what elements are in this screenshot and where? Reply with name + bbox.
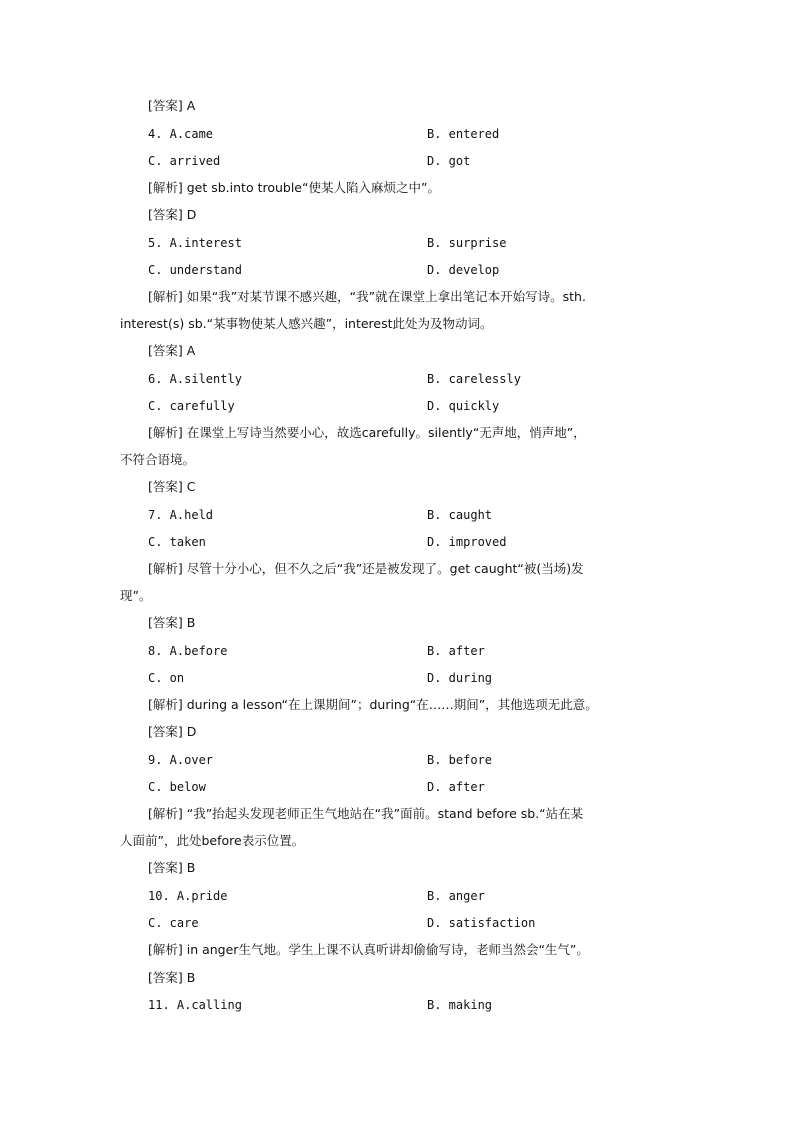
analysis-line: [解析] get sb.into trouble“使某人陷入麻烦之中”。 <box>148 180 440 195</box>
option-right: D. got <box>427 154 471 168</box>
analysis-line: [解析] 在课堂上写诗当然要小心，故选carefully。silently“无声地，悄声地”， <box>148 425 586 440</box>
analysis-line: [解析] in anger生气地。学生上课不认真听讲却偷偷写诗，老师当然会“生气”。 <box>148 942 589 957</box>
option-left: C. arrived <box>148 154 221 168</box>
option-right: B. carelessly <box>427 372 521 386</box>
option-right: D. develop <box>427 263 500 277</box>
answer-line: [答案] B <box>148 615 196 630</box>
option-left: C. care <box>148 916 199 930</box>
option-left: 9. A.over <box>148 753 214 767</box>
option-left: 7. A.held <box>148 508 214 522</box>
analysis-continuation: 不符合语境。 <box>120 452 196 467</box>
option-left: 10. A.pride <box>148 889 228 903</box>
analysis-line: [解析] during a lesson“在上课期间”；during“在……期间”，其他选项无此意。 <box>148 697 598 712</box>
option-left: 6. A.silently <box>148 372 242 386</box>
option-left: 4. A.came <box>148 127 214 141</box>
option-left: C. carefully <box>148 399 235 413</box>
answer-line: [答案] B <box>148 970 196 985</box>
option-right: B. surprise <box>427 236 507 250</box>
answer-line: [答案] A <box>148 98 196 113</box>
analysis-continuation: 现”。 <box>120 588 152 603</box>
option-left: 8. A.before <box>148 644 228 658</box>
analysis-continuation: 人面前”，此处before表示位置。 <box>120 833 305 848</box>
answer-line: [答案] B <box>148 860 196 875</box>
option-right: D. after <box>427 780 485 794</box>
option-left: C. taken <box>148 535 206 549</box>
option-left: 5. A.interest <box>148 236 242 250</box>
answer-line: [答案] D <box>148 207 197 222</box>
option-right: D. during <box>427 671 493 685</box>
answer-line: [答案] A <box>148 343 196 358</box>
option-right: D. quickly <box>427 399 500 413</box>
option-right: B. after <box>427 644 485 658</box>
option-right: B. caught <box>427 508 493 522</box>
option-left: C. understand <box>148 263 242 277</box>
option-right: B. entered <box>427 127 500 141</box>
option-left: C. below <box>148 780 206 794</box>
option-right: D. improved <box>427 535 507 549</box>
option-left: C. on <box>148 671 185 685</box>
option-right: D. satisfaction <box>427 916 536 930</box>
analysis-line: [解析] “我”抬起头发现老师正生气地站在“我”面前。stand before sb.“站在某 <box>148 806 584 821</box>
answer-line: [答案] D <box>148 724 197 739</box>
analysis-line: [解析] 如果“我”对某节课不感兴趣，“我”就在课堂上拿出笔记本开始写诗。sth. <box>148 289 586 304</box>
option-right: B. anger <box>427 889 485 903</box>
option-right: B. making <box>427 998 493 1012</box>
option-right: B. before <box>427 753 493 767</box>
answer-line: [答案] C <box>148 479 196 494</box>
analysis-line: [解析] 尽管十分小心，但不久之后“我”还是被发现了。get caught“被(当场)发 <box>148 561 584 576</box>
option-left: 11. A.calling <box>148 998 242 1012</box>
analysis-continuation: interest(s) sb.“某事物使某人感兴趣”，interest此处为及物动词。 <box>120 316 493 331</box>
